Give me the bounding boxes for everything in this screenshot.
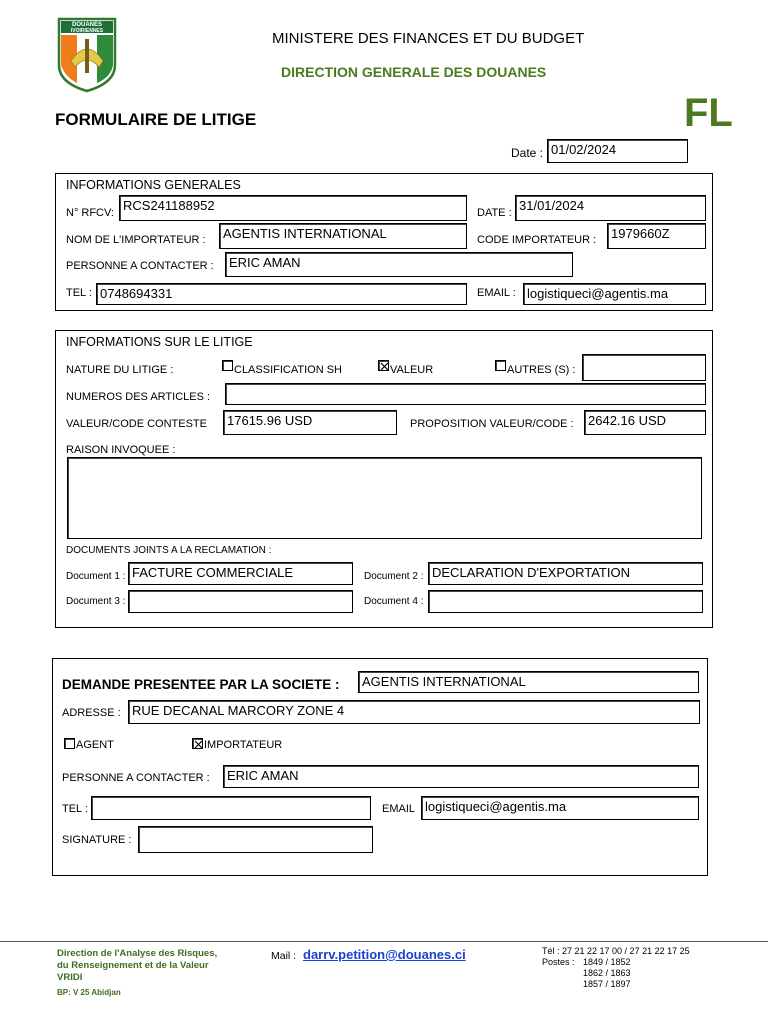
importateur-option-label: IMPORTATEUR: [204, 739, 283, 751]
classification-checkbox[interactable]: [222, 360, 233, 371]
doc4-label: Document 4 :: [364, 596, 424, 607]
logo-text-line2: IVOIRIENNES: [70, 28, 104, 34]
valeur-conteste-label: VALEUR/CODE CONTESTE: [66, 418, 207, 430]
check-x-icon: [193, 739, 204, 750]
general-contact-label: PERSONNE A CONTACTER :: [66, 260, 214, 272]
doc1-label: Document 1 :: [66, 571, 126, 582]
adresse-label: ADRESSE :: [62, 707, 121, 719]
general-tel-label: TEL :: [66, 287, 92, 299]
agent-checkbox[interactable]: [64, 738, 75, 749]
demande-contact-label: PERSONNE A CONTACTER :: [62, 772, 210, 784]
importer-code-label: CODE IMPORTATEUR :: [477, 234, 597, 246]
footer-direction-line2: du Renseignement et de la Valeur: [57, 960, 209, 971]
adresse-field[interactable]: RUE DECANAL MARCORY ZONE 4: [128, 700, 700, 724]
header-date-label: Date :: [511, 146, 544, 160]
footer-bp: BP: V 25 Abidjan: [57, 988, 121, 997]
doc4-field[interactable]: [428, 590, 703, 613]
doc2-label: Document 2 :: [364, 571, 424, 582]
doc3-label: Document 3 :: [66, 596, 126, 607]
raison-label: RAISON INVOQUEE :: [66, 444, 176, 456]
form-code: FL: [684, 91, 733, 135]
form-title: FORMULAIRE DE LITIGE: [55, 110, 257, 129]
signature-label: SIGNATURE :: [62, 834, 132, 846]
importateur-checkbox[interactable]: [192, 738, 203, 749]
valeur-conteste-field[interactable]: 17615.96 USD: [223, 410, 397, 435]
footer-postes-label: Postes :: [542, 957, 575, 967]
footer-postes-1: 1849 / 1852: [583, 957, 631, 967]
agent-option-label: AGENT: [76, 739, 114, 751]
footer-postes-2: 1862 / 1863: [583, 968, 631, 978]
general-section-title: INFORMATIONS GENERALES: [66, 178, 241, 192]
valeur-checkbox[interactable]: [378, 360, 389, 371]
footer-postes-3: 1857 / 1897: [583, 979, 631, 989]
demande-title: DEMANDE PRESENTEE PAR LA SOCIETE :: [62, 677, 340, 692]
footer-direction-line3: VRIDI: [57, 972, 83, 983]
doc1-field[interactable]: FACTURE COMMERCIALE: [128, 562, 353, 585]
autres-field[interactable]: [582, 354, 706, 381]
demande-contact-field[interactable]: ERIC AMAN: [223, 765, 699, 788]
logo-text-line1: DOUANES: [71, 22, 102, 28]
footer-tel: Tél : 27 21 22 17 00 / 27 21 22 17 25: [542, 946, 690, 956]
company-field[interactable]: AGENTIS INTERNATIONAL: [358, 671, 699, 693]
customs-logo: [57, 17, 117, 93]
general-email-field[interactable]: logistiqueci@agentis.ma: [523, 283, 706, 305]
litige-section-title: INFORMATIONS SUR LE LITIGE: [66, 335, 253, 349]
importer-code-field[interactable]: 1979660Z: [607, 223, 706, 249]
check-x-icon: [379, 361, 390, 372]
ministry-title: MINISTERE DES FINANCES ET DU BUDGET: [272, 30, 585, 47]
rfcv-field[interactable]: RCS241188952: [119, 195, 467, 221]
proposition-field[interactable]: 2642.16 USD: [584, 410, 706, 435]
general-date-field[interactable]: 31/01/2024: [515, 195, 706, 221]
autres-option-label: AUTRES (S) :: [507, 364, 576, 376]
docs-label: DOCUMENTS JOINTS A LA RECLAMATION :: [66, 545, 272, 556]
footer-mail-link[interactable]: darrv.petition@douanes.ci: [303, 947, 466, 962]
importer-name-field[interactable]: AGENTIS INTERNATIONAL: [219, 223, 467, 249]
demande-tel-label: TEL :: [62, 803, 88, 815]
nature-label: NATURE DU LITIGE :: [66, 364, 174, 376]
general-email-label: EMAIL :: [477, 287, 516, 299]
footer-mail-label: Mail :: [271, 950, 297, 962]
raison-textarea[interactable]: [67, 457, 702, 539]
valeur-option-label: VALEUR: [390, 364, 434, 376]
header-date-field[interactable]: 01/02/2024: [547, 139, 688, 163]
articles-field[interactable]: [225, 383, 706, 405]
general-tel-field[interactable]: 0748694331: [96, 283, 467, 305]
doc3-field[interactable]: [128, 590, 353, 613]
direction-title: DIRECTION GENERALE DES DOUANES: [281, 64, 547, 80]
footer-divider: [0, 941, 768, 942]
proposition-label: PROPOSITION VALEUR/CODE :: [410, 418, 574, 430]
articles-label: NUMEROS DES ARTICLES :: [66, 391, 211, 403]
autres-checkbox[interactable]: [495, 360, 506, 371]
importer-name-label: NOM DE L'IMPORTATEUR :: [66, 234, 206, 246]
footer-direction-line1: Direction de l'Analyse des Risques,: [57, 948, 218, 959]
doc2-field[interactable]: DECLARATION D'EXPORTATION: [428, 562, 703, 585]
general-contact-field[interactable]: ERIC AMAN: [225, 252, 573, 277]
general-date-label: DATE :: [477, 207, 512, 219]
classification-option-label: CLASSIFICATION SH: [234, 364, 342, 376]
signature-field[interactable]: [138, 826, 373, 853]
demande-email-field[interactable]: logistiqueci@agentis.ma: [421, 796, 699, 820]
demande-email-label: EMAIL: [382, 803, 416, 815]
rfcv-label: N° RFCV:: [66, 207, 114, 219]
demande-tel-field[interactable]: [91, 796, 371, 820]
